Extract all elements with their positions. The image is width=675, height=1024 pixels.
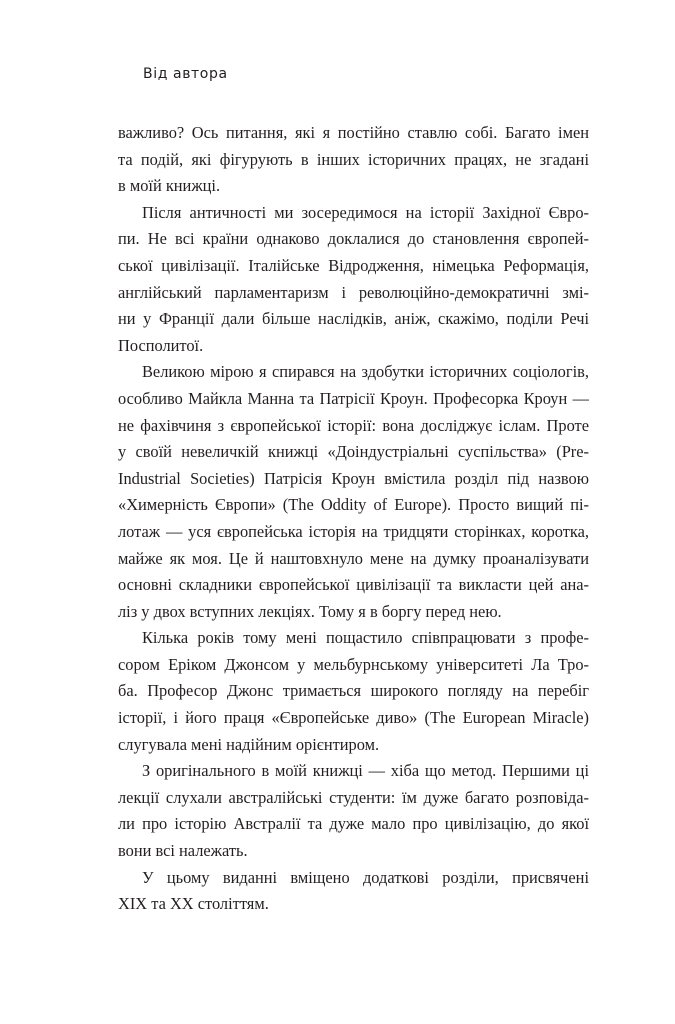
text-line: XIX та XX століттям. [118,894,269,914]
text-line: У цьому виданні вміщено додаткові розділи, присвячені [142,867,589,887]
paragraph [118,120,589,200]
running-head: Від автора [143,66,228,82]
text-line: вони всі належать. [118,841,248,861]
text-line: важливо? Ось питання, які я постійно ставлю собі. Багато імен [118,123,589,142]
paragraph [118,200,589,360]
paragraph [118,758,589,864]
text-line: англійський парламентаризм і революційно-демократичні змі- [118,282,589,302]
text-line: у своїй невеличкій книжці «Доіндустріальні суспільства» (Pre- [118,442,589,462]
text-line: не фахівчиня з європейської історії: вона досліджує іслам. Проте [118,415,589,435]
text-line: Industrial Societies) Патрісія Кроун вмістила розділ під назвою [118,468,589,488]
text-line: особливо Майкла Манна та Патрісії Кроун. Професорка Кроун — [118,388,589,408]
text-line: ни у Франції дали більше наслідків, аніж, скажімо, поділи Речі [118,309,589,329]
text-line: Посполитої. [118,335,204,355]
text-line: З оригінального в моїй книжці — хіба що метод. Першими ці [142,761,589,781]
paragraph [118,359,589,625]
text-line: історії, і його праця «Європейське диво» (The European Miracle) [118,708,589,728]
text-line: основні складники європейської цивілізації та викласти цей ана- [118,575,589,595]
text-line: лотаж — уся європейська історія на тридцяти сторінках, коротка, [118,521,589,541]
text-line: майже як моя. Це й наштовхнуло мене на думку проаналізувати [118,548,589,568]
text-line: сором Еріком Джонсом у мельбурнському університеті Ла Тро- [118,654,589,674]
text-line: «Химерність Європи» (The Oddity of Europe). Просто вищий пі- [118,495,589,515]
text-line: ліз у двох вступних лекціях. Тому я в боргу перед нею. [118,601,502,621]
text-line: слугувала мені надійним орієнтиром. [118,734,380,754]
text-line: та подій, які фігурують в інших історичних працях, не згадані [118,149,589,169]
paragraph [118,625,589,758]
text-line: ської цивілізації. Італійське Відродження, німецька Реформація, [118,255,589,275]
text-line: ли про історію Австралії та дуже мало про цивілізацію, до якої [118,814,589,834]
text-line: лекції слухали австралійські студенти: їм дуже багато розповіда- [118,787,589,807]
paragraph [118,865,589,918]
text-line: Великою мірою я спирався на здобутки історичних соціологів, [142,362,589,382]
text-line: в моїй книжці. [118,176,221,196]
body-text [118,120,589,918]
text-line: Кілька років тому мені пощастило співпрацювати з профе- [142,628,589,648]
text-line: Після античності ми зосередимося на історії Західної Євро- [142,202,589,222]
text-line: ба. Професор Джонс тримається широкого погляду на перебіг [118,681,589,701]
text-line: пи. Не всі країни однаково доклалися до становлення європей- [118,229,589,249]
